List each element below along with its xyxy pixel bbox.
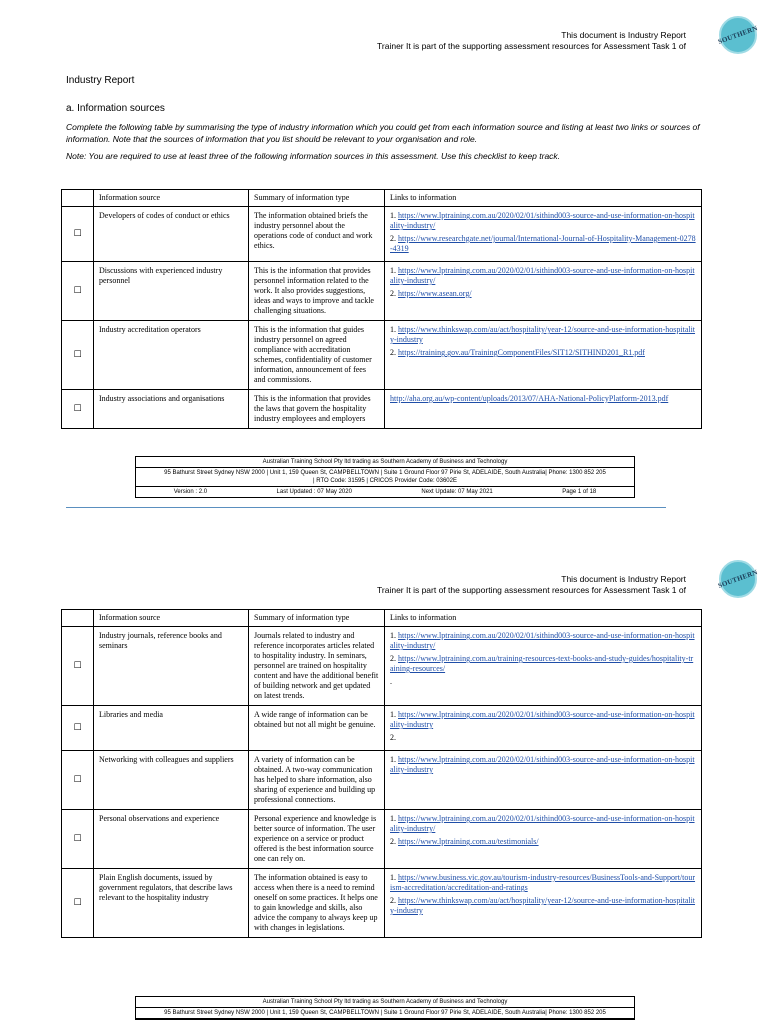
header-summary: Summary of information type	[249, 610, 385, 627]
footer-address: 95 Bathurst Street Sydney NSW 2000 | Unit 1, 159 Queen St, CAMPBELLTOWN | Suite 1 Ground Floor 97 Pirie St, ADELAIDE, South Australia| Phone: 1300 852 205	[136, 1008, 634, 1019]
link-number: 1.	[390, 266, 398, 275]
header-line-2: Trainer It is part of the supporting assessment resources for Assessment Task 1 of	[377, 41, 686, 51]
table-row	[62, 390, 702, 429]
source-link[interactable]: https://www.business.vic.gov.au/tourism-industry-resources/BusinessTools-and-Support/tourism-accreditation/accreditation-and-ratings	[390, 873, 696, 892]
document-page-2	[0, 560, 768, 1024]
summary-cell: This is the information that provides the laws that govern the hospitality industry employees and employers	[249, 390, 385, 429]
links-cell	[385, 207, 702, 262]
header-source: Information source	[94, 190, 249, 207]
links-cell	[385, 321, 702, 390]
source-cell: Libraries and media	[94, 706, 249, 751]
source-link[interactable]: https://www.asean.org/	[398, 289, 472, 298]
source-link[interactable]: https://www.lptraining.com.au/2020/02/01/sithind003-source-and-use-information-on-hospitality-industry	[390, 710, 695, 729]
header-links: Links to information	[385, 190, 702, 207]
link-entry	[390, 234, 696, 254]
footer-company: Australian Training School Pty ltd trading as Southern Academy of Business and Technology	[136, 997, 634, 1008]
header-line-2: Trainer It is part of the supporting assessment resources for Assessment Task 1 of	[377, 585, 686, 595]
source-cell: Industry associations and organisations	[94, 390, 249, 429]
header-summary: Summary of information type	[249, 190, 385, 207]
source-link[interactable]: https://www.lptraining.com.au/testimonials/	[398, 837, 539, 846]
table-row	[62, 321, 702, 390]
footer-next-update: Next Update: 07 May 2021	[421, 489, 493, 495]
links-cell	[385, 810, 702, 869]
link-entry	[390, 873, 696, 893]
source-link[interactable]: https://www.lptraining.com.au/training-resources-text-books-and-study-guides/hospitality-training-resources/	[390, 654, 694, 673]
link-number: 2.	[390, 289, 398, 298]
link-entry	[390, 325, 696, 345]
link-entry	[390, 289, 696, 299]
summary-cell: Personal experience and knowledge is better source of information. The user experience on a service or product offered is the best information source one can rely on.	[249, 810, 385, 869]
section-heading: a. Information sources	[66, 103, 165, 114]
source-cell: Plain English documents, issued by government regulators, that describe laws relevant to the hospitality industry	[94, 869, 249, 938]
link-entry	[390, 896, 696, 916]
link-number: 1.	[390, 710, 398, 719]
source-link[interactable]: https://www.lptraining.com.au/2020/02/01/sithind003-source-and-use-information-on-hospitality-industry	[390, 755, 695, 774]
links-cell	[385, 627, 702, 706]
source-cell: Developers of codes of conduct or ethics	[94, 207, 249, 262]
link-number: 2.	[390, 837, 398, 846]
footer-company: Australian Training School Pty ltd trading as Southern Academy of Business and Technology	[136, 457, 634, 468]
row-checkbox[interactable]: ☐	[62, 751, 94, 810]
instructions-text: Complete the following table by summarising the type of industry information which you could get from each information source and listing at least two links or sources of information. Note that the sources of information that you list should be relevant to your organisation and role.	[66, 122, 700, 144]
source-cell: Networking with colleagues and suppliers	[94, 751, 249, 810]
summary-cell: This is the information that provides personnel information related to the work. It also provides suggestions, ideas and ways to improve and tackle challenging situations.	[249, 262, 385, 321]
note-text: Note: You are required to use at least three of the following information sources in this assessment. Use this checklist to keep track.	[66, 151, 561, 161]
row-checkbox[interactable]: ☐	[62, 321, 94, 390]
link-number: 1.	[390, 755, 398, 764]
link-number: 2.	[390, 896, 398, 905]
header-checkbox-cell	[62, 190, 94, 207]
source-link[interactable]: https://www.thinkswap.com/au/act/hospitality/year-12/source-and-use-information-hospitality-industry	[390, 325, 696, 344]
source-cell: Discussions with experienced industry personnel	[94, 262, 249, 321]
links-cell	[385, 262, 702, 321]
links-cell	[385, 706, 702, 751]
link-number: 2.	[390, 348, 398, 357]
link-entry	[390, 266, 696, 286]
footer-version: Version : 2.0	[173, 489, 208, 495]
header-line-1: This document is Industry Report	[561, 574, 686, 584]
summary-cell: The information obtained briefs the industry personnel about the operations code of conduct and work ethics.	[249, 207, 385, 262]
link-entry	[390, 710, 696, 730]
link-entry	[390, 394, 696, 404]
link-number: 2.	[390, 654, 398, 663]
link-entry	[390, 631, 696, 651]
link-entry	[390, 837, 696, 847]
link-entry	[390, 755, 696, 775]
doc-title: Industry Report	[66, 75, 135, 86]
link-entry	[390, 654, 696, 674]
information-sources-table	[61, 189, 702, 429]
source-link[interactable]: https://www.lptraining.com.au/2020/02/01/sithind003-source-and-use-information-on-hospitality-industry/	[390, 211, 695, 230]
link-entry	[390, 348, 696, 358]
header-line-1: This document is Industry Report	[561, 30, 686, 40]
link-number: 1.	[390, 631, 398, 640]
link-number: 1.	[390, 814, 398, 823]
page-footer	[135, 456, 635, 498]
link-number: 2.	[390, 733, 396, 742]
row-checkbox[interactable]: ☐	[62, 810, 94, 869]
link-number: 1.	[390, 873, 398, 882]
header-links: Links to information	[385, 610, 702, 627]
source-link[interactable]: https://www.researchgate.net/journal/International-Journal-of-Hospitality-Management-0278-4319	[390, 234, 696, 253]
link-entry	[390, 733, 696, 743]
row-checkbox[interactable]: ☐	[62, 706, 94, 751]
information-sources-table-continued	[61, 609, 702, 938]
source-link[interactable]: http://aha.org.au/wp-content/uploads/2013/07/AHA-National-PolicyPlatform-2013.pdf	[390, 394, 669, 403]
table-header-row	[62, 190, 702, 207]
footer-meta	[136, 487, 634, 497]
footer-address: 95 Bathurst Street Sydney NSW 2000 | Unit 1, 159 Queen St, CAMPBELLTOWN | Suite 1 Ground Floor 97 Pirie St, ADELAIDE, South Australia| Phone: 1300 852 205 | RTO Code: 31595 | CRICOS Provider Code: 03602E	[136, 468, 634, 487]
source-link[interactable]: https://www.thinkswap.com/au/act/hospitality/year-12/source-and-use-information-hospitality-industry	[390, 896, 696, 915]
footer-divider	[66, 507, 666, 508]
page-footer	[135, 996, 635, 1020]
source-cell: Industry accreditation operators	[94, 321, 249, 390]
links-cell	[385, 869, 702, 938]
source-link[interactable]: https://training.gov.au/TrainingComponentFiles/SIT12/SITHIND201_R1.pdf	[398, 348, 645, 357]
footer-page-number: Page 1 of 18	[562, 489, 597, 495]
row-checkbox[interactable]: ☐	[62, 207, 94, 262]
row-checkbox[interactable]: ☐	[62, 390, 94, 429]
source-link[interactable]: https://www.lptraining.com.au/2020/02/01/sithind003-source-and-use-information-on-hospitality-industry/	[390, 631, 695, 650]
row-checkbox[interactable]: ☐	[62, 869, 94, 938]
table-header-row	[62, 610, 702, 627]
link-number: 1.	[390, 211, 398, 220]
table-row	[62, 706, 702, 751]
link-entry	[390, 814, 696, 834]
source-cell: Industry journals, reference books and seminars	[94, 627, 249, 706]
source-link[interactable]: https://www.lptraining.com.au/2020/02/01/sithind003-source-and-use-information-on-hospitality-industry/	[390, 814, 695, 833]
links-cell	[385, 390, 702, 429]
link-extra: .	[390, 677, 392, 686]
header-checkbox-cell	[62, 610, 94, 627]
summary-cell: A wide range of information can be obtained but not all might be genuine.	[249, 706, 385, 751]
table-row	[62, 751, 702, 810]
summary-cell: The information obtained is easy to access when there is a need to remind oneself on some practices. It helps one to gain knowledge and skills, also advice the company to always keep up with changes in legislations.	[249, 869, 385, 938]
page-header-text	[377, 574, 686, 596]
link-number: 1.	[390, 325, 398, 334]
footer-last-updated: Last Updated : 07 May 2020	[276, 489, 352, 495]
source-cell: Personal observations and experience	[94, 810, 249, 869]
academy-logo: SOUTHERN	[719, 16, 757, 54]
row-checkbox[interactable]: ☐	[62, 262, 94, 321]
source-link[interactable]: https://www.lptraining.com.au/2020/02/01/sithind003-source-and-use-information-on-hospitality-industry/	[390, 266, 695, 285]
links-cell	[385, 751, 702, 810]
row-checkbox[interactable]: ☐	[62, 627, 94, 706]
table-row	[62, 627, 702, 706]
table-row	[62, 207, 702, 262]
summary-cell: Journals related to industry and reference incorporates articles related to hospitality industry. In seminars, personnel are trained on hospitality content and have the additional benefit of building network and get updated on latest trends.	[249, 627, 385, 706]
header-source: Information source	[94, 610, 249, 627]
table-row	[62, 810, 702, 869]
link-number: 2.	[390, 234, 398, 243]
summary-cell: This is the information that guides industry personnel on agreed compliance with accreditation schemes, confidentiality of customer information, announcement of fees and commissions.	[249, 321, 385, 390]
table-row	[62, 262, 702, 321]
academy-logo: SOUTHERN	[719, 560, 757, 598]
summary-cell: A variety of information can be obtained. A two-way communication has helped to share information, also sharing of experience and building up professional connections.	[249, 751, 385, 810]
page-gap	[0, 512, 768, 560]
page-header-text	[377, 30, 686, 52]
link-entry	[390, 211, 696, 231]
table-row	[62, 869, 702, 938]
